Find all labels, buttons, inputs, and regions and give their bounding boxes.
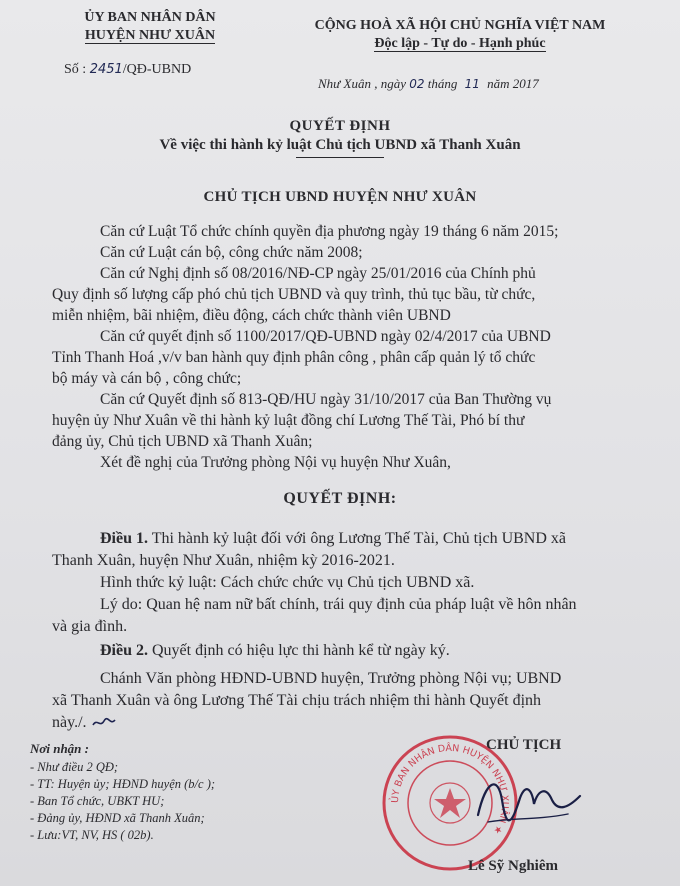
preamble-line: Căn cứ Luật cán bộ, công chức năm 2008; (100, 244, 363, 261)
svg-text:ỦY BAN NHÂN DÂN HUYỆN NHƯ XUÂN: ỦY BAN NHÂN DÂN HUYỆN NHƯ XUÂN ★ (389, 742, 511, 837)
signature-scribble-icon (468, 760, 588, 840)
issue-date (318, 76, 539, 92)
preamble-line: huyện ủy Như Xuân về thi hành kỷ luật đồng chí Lương Thế Tài, Phó bí thư (52, 412, 525, 429)
preamble (52, 221, 652, 473)
preamble-line: đảng ủy, Chủ tịch UBND xã Thanh Xuân; (52, 433, 313, 450)
closing-line: xã Thanh Xuân và ông Lương Thế Tài chịu trách nhiệm thi hành Quyết định (52, 692, 542, 709)
article-1-reason2: và gia đình. (52, 618, 128, 635)
number-handwritten: 2451 (89, 62, 123, 77)
date-month: 11 (464, 77, 480, 91)
article-1-form: Hình thức kỷ luật: Cách chức chức vụ Chủ tịch UBND xã. (100, 574, 475, 591)
recipients-block (30, 740, 215, 844)
signer-title: CHỦ TỊCH (486, 737, 562, 753)
motto (290, 36, 630, 52)
signer-name: Lê Sỹ Nghiêm (468, 858, 558, 874)
preamble-line: Căn cứ quyết định số 1100/2017/QĐ-UBND ngày 02/4/2017 của UBND (100, 328, 551, 345)
org-name-line2 (60, 28, 240, 44)
issuing-authority: CHỦ TỊCH UBND HUYỆN NHƯ XUÂN (203, 189, 477, 205)
closing-line: Chánh Văn phòng HĐND-UBND huyện, Trưởng phòng Nội vụ; UBND (100, 670, 562, 687)
title-divider (296, 157, 384, 158)
republic-title: CỘNG HOÀ XÃ HỘI CHỦ NGHĨA VIỆT NAM (314, 18, 606, 33)
date-prefix: Như Xuân , ngày (318, 76, 406, 91)
preamble-line: bộ máy và cán bộ , công chức; (52, 370, 242, 387)
preamble-line: Căn cứ Luật Tổ chức chính quyền địa phương ngày 19 tháng 6 năm 2015; (100, 223, 559, 240)
preamble-line: Căn cứ Quyết định số 813-QĐ/HU ngày 31/10/2017 của Ban Thường vụ (100, 391, 552, 408)
article-2 (52, 640, 652, 661)
number-prefix: Số : (64, 62, 87, 77)
preamble-line: Xét đề nghị của Trưởng phòng Nội vụ huyện Như Xuân, (100, 454, 451, 471)
document-number (64, 62, 191, 78)
recipients-heading: Nơi nhận : (30, 741, 89, 756)
date-day: 02 (409, 77, 425, 91)
org-name-line1: ỦY BAN NHÂN DÂN (84, 10, 216, 25)
article-1-reason1: Lý do: Quan hệ nam nữ bất chính, trái quy định của pháp luật về hôn nhân (100, 596, 577, 613)
initials-scribble-icon (91, 716, 117, 730)
date-year: năm 2017 (487, 76, 539, 91)
preamble-line: Căn cứ Nghị định số 08/2016/NĐ-CP ngày 25/01/2016 của Chính phủ (100, 265, 536, 282)
preamble-line: Tỉnh Thanh Hoá ,v/v ban hành quy định phân công , phân cấp quản lý tổ chức (52, 349, 536, 366)
motto-text: Độc lập - Tự do - Hạnh phúc (374, 36, 546, 51)
decision-title: QUYẾT ĐỊNH (289, 118, 391, 134)
preamble-line: miễn nhiệm, bãi nhiệm, điều động, cách chức thành viên UBND (52, 307, 451, 324)
article-1-label: Điều 1. (100, 530, 148, 547)
article-1-line1 (52, 528, 652, 550)
article-2-label: Điều 2. (100, 642, 148, 659)
article-1-line2: Thanh Xuân, huyện Như Xuân, nhiệm kỳ 2016-2021. (52, 552, 395, 569)
closing-line-text: này./. (52, 714, 87, 731)
article-2-line (52, 640, 652, 661)
closing-paragraph (52, 668, 652, 734)
article-1-text1: Thi hành kỷ luật đối với ông Lương Thế Tài, Chủ tịch UBND xã (148, 530, 566, 547)
closing-line (52, 712, 652, 734)
decision-subject: Về việc thi hành kỷ luật Chủ tịch UBND xã Thanh Xuân (159, 137, 521, 153)
recipient-item: - Lưu:VT, NV, HS ( 02b). (30, 828, 154, 842)
article-1 (52, 528, 652, 638)
org-name-line2-text: HUYỆN NHƯ XUÂN (84, 28, 216, 43)
preamble-line: Quy định số lượng cấp phó chủ tịch UBND và quy trình, thủ tục bầu, từ chức, (52, 286, 536, 303)
recipient-item: - Ban Tổ chức, UBKT HU; (30, 794, 165, 808)
number-suffix: /QĐ-UBND (122, 62, 192, 77)
recipient-item: - Đảng ủy, HĐND xã Thanh Xuân; (30, 811, 205, 825)
recipient-item: - Như điều 2 QĐ; (30, 760, 119, 774)
date-mid: tháng (427, 76, 458, 91)
recipient-item: - TT: Huyện ủy; HĐND huyện (b/c ); (30, 777, 216, 791)
article-2-text: Quyết định có hiệu lực thi hành kể từ ngày ký. (148, 642, 450, 659)
decision-heading: QUYẾT ĐỊNH: (283, 490, 397, 507)
